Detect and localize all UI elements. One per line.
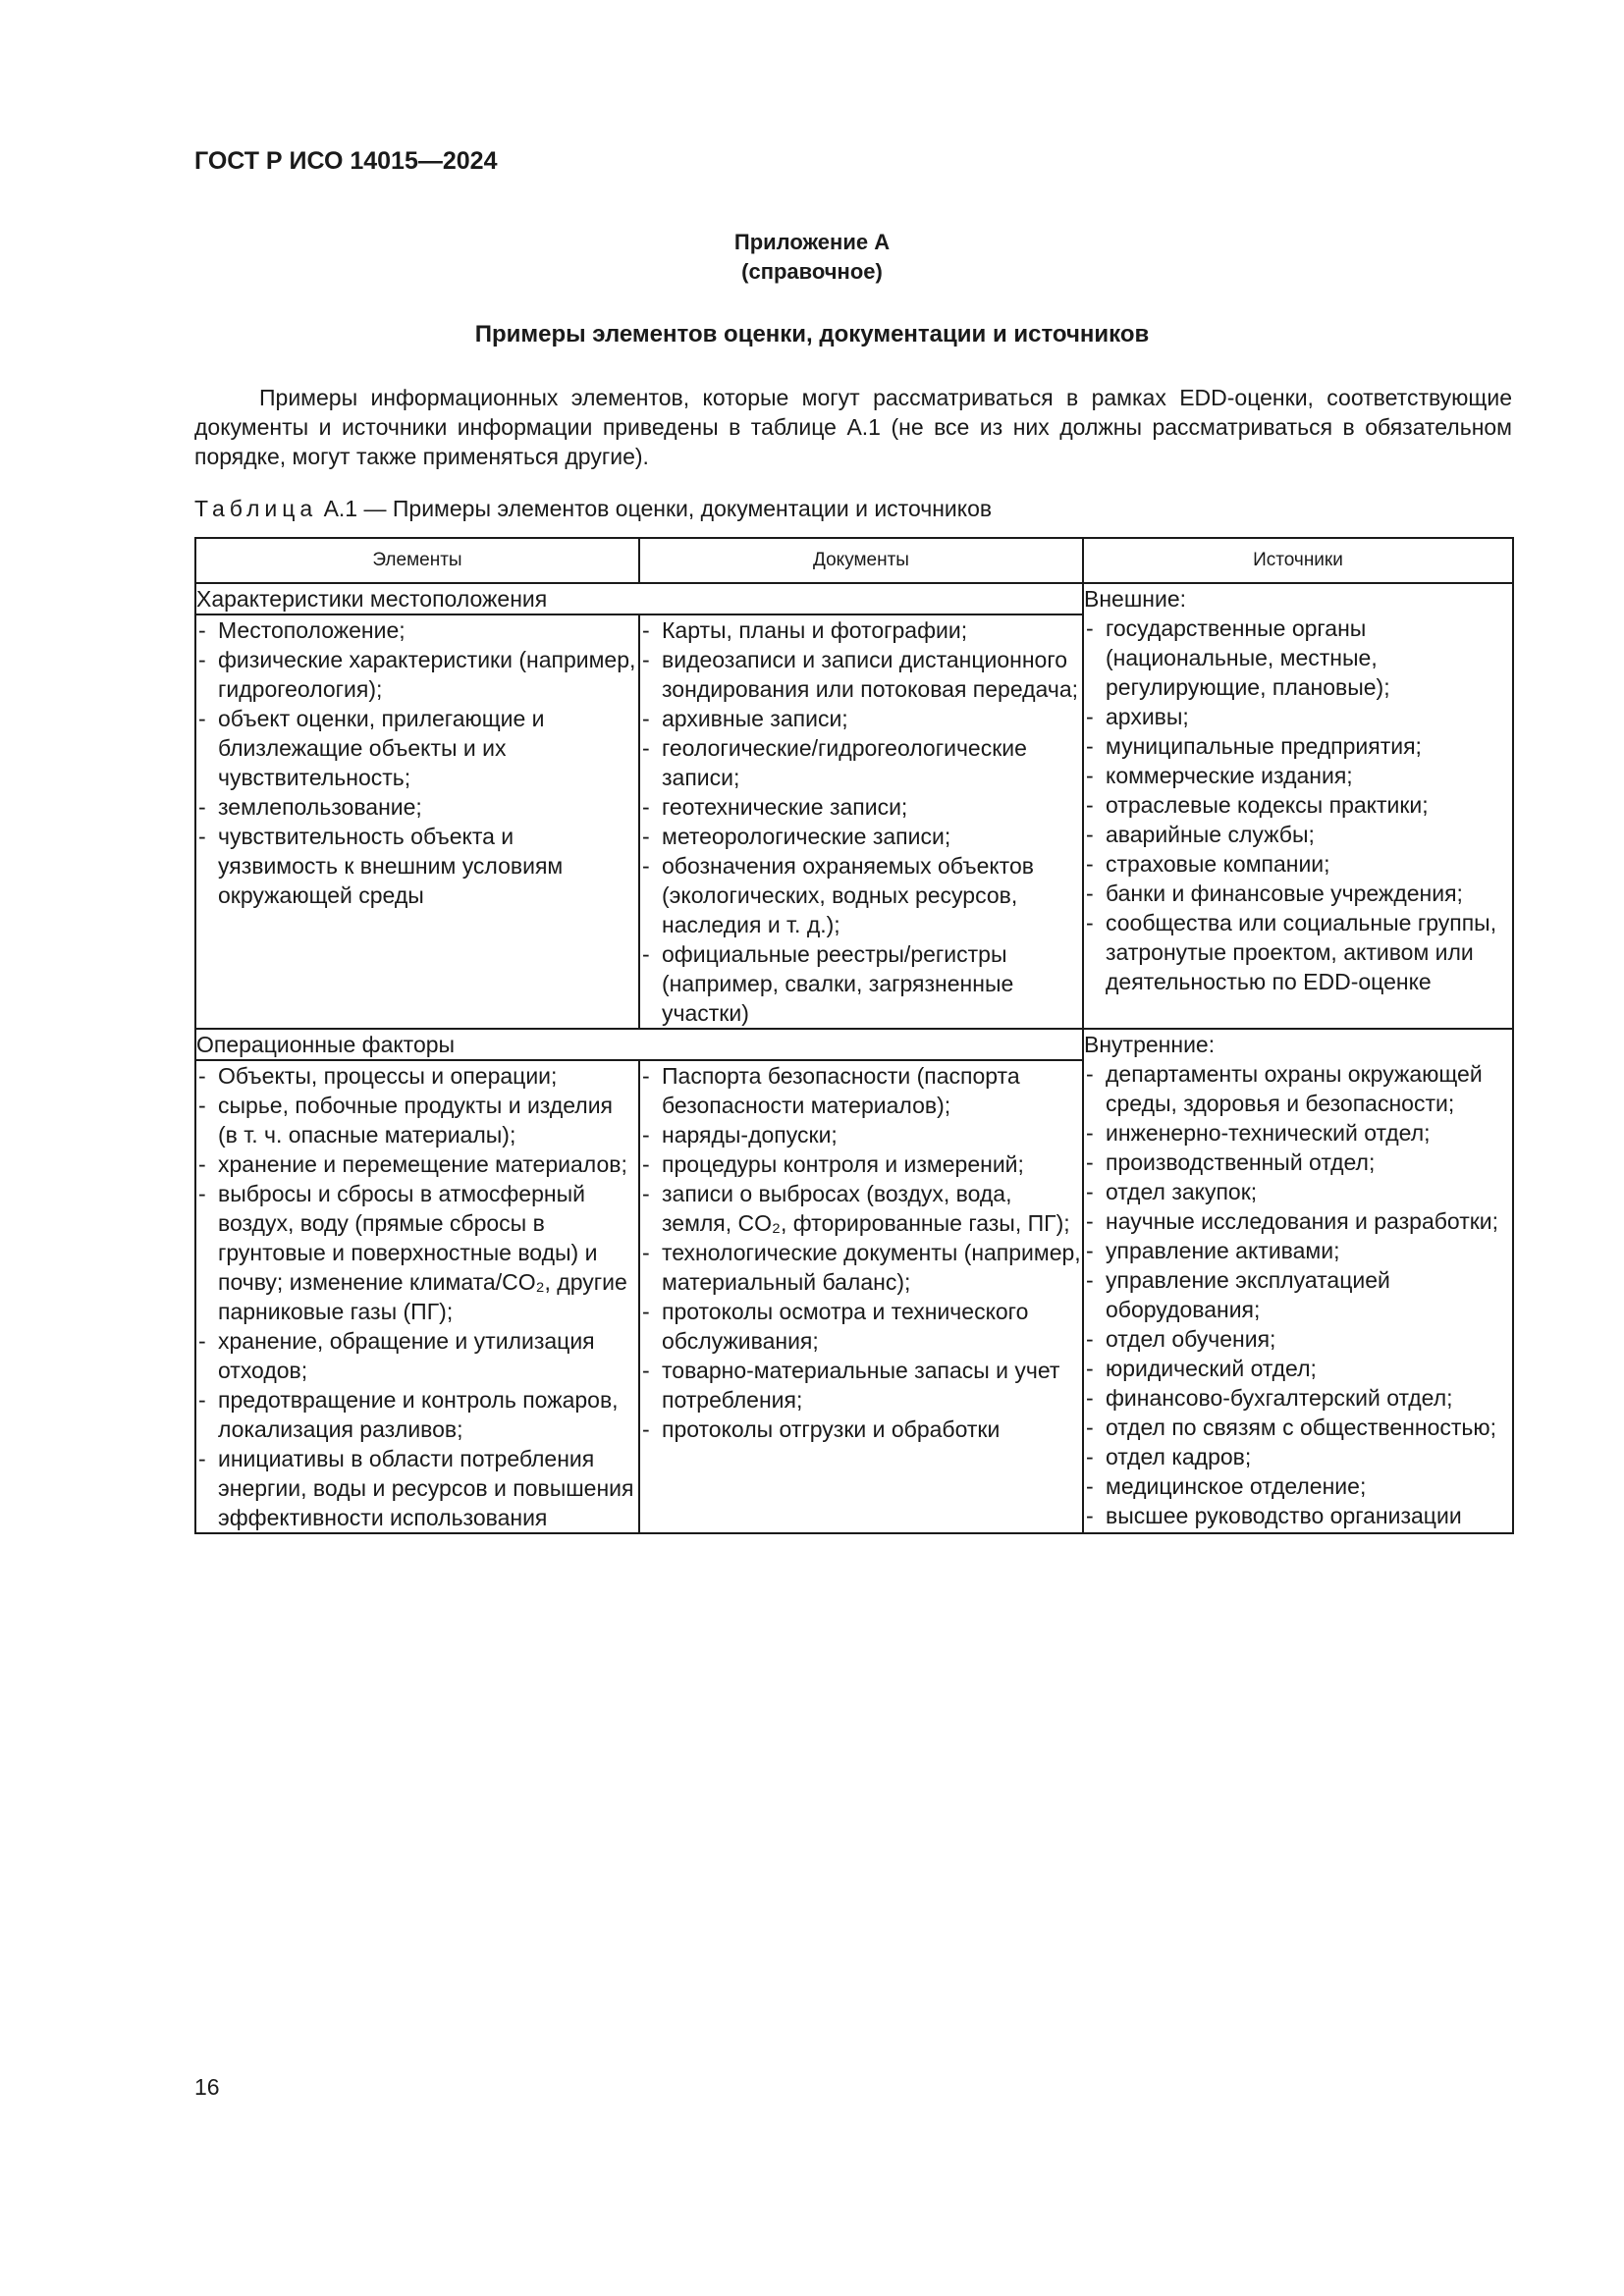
- documents-list: [640, 615, 1082, 1028]
- intro-paragraph: Примеры информационных элементов, которые могут рассматриваться в рамках EDD-оценки, соответствующие документы и источники информации приведены в таблице А.1 (не все из них должны рассматриваться в обязательном порядке, могут также применяться другие).: [194, 385, 1512, 469]
- elements-cell-operational: [195, 1060, 639, 1533]
- list-item: - банки и финансовые учреждения;: [1084, 879, 1512, 908]
- list-item: - Карты, планы и фотографии;: [640, 615, 1082, 645]
- list-item: - инициативы в области потребления энергии, воды и ресурсов и повышения эффективности использования: [196, 1444, 638, 1532]
- sources-list-external: [1084, 614, 1512, 996]
- column-header-elements: Элементы: [195, 538, 639, 583]
- list-item: - отдел обучения;: [1084, 1324, 1512, 1354]
- documents-cell-location: [639, 614, 1083, 1029]
- documents-list: [640, 1061, 1082, 1444]
- column-header-documents: Документы: [639, 538, 1083, 583]
- list-item: - хранение, обращение и утилизация отходов;: [196, 1326, 638, 1385]
- document-header: ГОСТ Р ИСО 14015—2024: [194, 147, 498, 175]
- list-item: - высшее руководство организации: [1084, 1501, 1512, 1530]
- page-number: 16: [194, 2074, 220, 2100]
- list-item: - товарно-материальные запасы и учет потребления;: [640, 1356, 1082, 1415]
- list-item: - архивные записи;: [640, 704, 1082, 733]
- list-item: - хранение и перемещение материалов;: [196, 1149, 638, 1179]
- appendix-subtitle: (справочное): [741, 259, 883, 284]
- section-title: Примеры элементов оценки, документации и источников: [474, 321, 1150, 347]
- list-item: - протоколы отгрузки и обработки: [640, 1415, 1082, 1444]
- list-item: - аварийные службы;: [1084, 820, 1512, 849]
- elements-list: [196, 615, 638, 910]
- list-item: - Объекты, процессы и операции;: [196, 1061, 638, 1091]
- list-item: - отдел кадров;: [1084, 1442, 1512, 1471]
- sources-heading-internal: Внутренние:: [1084, 1032, 1216, 1057]
- list-item: - муниципальные предприятия;: [1084, 731, 1512, 761]
- appendix-title: Приложение А: [733, 230, 891, 254]
- sources-external-cell: [1083, 583, 1513, 1029]
- list-item: - выбросы и сбросы в атмосферный воздух, воду (прямые сбросы в грунтовые и поверхностные воды) и почву; изменение климата/CO₂, другие парниковые газы (ПГ);: [196, 1179, 638, 1326]
- list-item: - процедуры контроля и измерений;: [640, 1149, 1082, 1179]
- list-item: - Паспорта безопасности (паспорта безопасности материалов);: [640, 1061, 1082, 1120]
- list-item: - коммерческие издания;: [1084, 761, 1512, 790]
- table-category-row: [195, 1029, 1513, 1060]
- list-item: - технологические документы (например, материальный баланс);: [640, 1238, 1082, 1297]
- category-location: Характеристики местоположения: [195, 583, 1083, 614]
- sources-heading-external: Внешние:: [1084, 586, 1187, 612]
- list-item: - инженерно-технический отдел;: [1084, 1118, 1512, 1148]
- list-item: - Местоположение;: [196, 615, 638, 645]
- list-item: - геотехнические записи;: [640, 792, 1082, 822]
- list-item: - финансово-бухгалтерский отдел;: [1084, 1383, 1512, 1413]
- list-item: - отдел закупок;: [1084, 1177, 1512, 1206]
- list-item: - медицинское отделение;: [1084, 1471, 1512, 1501]
- list-item: - сообщества или социальные группы, затронутые проектом, активом или деятельностью по EDD-оценке: [1084, 908, 1512, 996]
- elements-cell-location: [195, 614, 639, 1029]
- list-item: - физические характеристики (например, гидрогеология);: [196, 645, 638, 704]
- sources-list-internal: [1084, 1059, 1512, 1530]
- list-item: - сырье, побочные продукты и изделия (в т. ч. опасные материалы);: [196, 1091, 638, 1149]
- list-item: - отдел по связям с общественностью;: [1084, 1413, 1512, 1442]
- list-item: - официальные реестры/регистры (например, свалки, загрязненные участки): [640, 939, 1082, 1028]
- list-item: - геологические/гидрогеологические записи;: [640, 733, 1082, 792]
- sources-internal-cell: [1083, 1029, 1513, 1533]
- list-item: - управление эксплуатацией оборудования;: [1084, 1265, 1512, 1324]
- list-item: - метеорологические записи;: [640, 822, 1082, 851]
- list-item: - наряды-допуски;: [640, 1120, 1082, 1149]
- list-item: - управление активами;: [1084, 1236, 1512, 1265]
- list-item: - объект оценки, прилегающие и близлежащие объекты и их чувствительность;: [196, 704, 638, 792]
- list-item: - протоколы осмотра и технического обслуживания;: [640, 1297, 1082, 1356]
- list-item: - предотвращение и контроль пожаров, локализация разливов;: [196, 1385, 638, 1444]
- table-header-row: [195, 538, 1513, 583]
- table-caption: [194, 496, 992, 522]
- list-item: - землепользование;: [196, 792, 638, 822]
- list-item: - записи о выбросах (воздух, вода, земля, CO₂, фторированные газы, ПГ);: [640, 1179, 1082, 1238]
- list-item: - департаменты охраны окружающей среды, здоровья и безопасности;: [1084, 1059, 1512, 1118]
- list-item: - государственные органы (национальные, местные, регулирующие, плановые);: [1084, 614, 1512, 702]
- list-item: - юридический отдел;: [1084, 1354, 1512, 1383]
- list-item: - производственный отдел;: [1084, 1148, 1512, 1177]
- table-category-row: [195, 583, 1513, 614]
- elements-list: [196, 1061, 638, 1532]
- documents-cell-operational: [639, 1060, 1083, 1533]
- list-item: - чувствительность объекта и уязвимость к внешним условиям окружающей среды: [196, 822, 638, 910]
- list-item: - отраслевые кодексы практики;: [1084, 790, 1512, 820]
- list-item: - архивы;: [1084, 702, 1512, 731]
- category-operational: Операционные факторы: [195, 1029, 1083, 1060]
- list-item: - обозначения охраняемых объектов (экологических, водных ресурсов, наследия и т. д.);: [640, 851, 1082, 939]
- list-item: - видеозаписи и записи дистанционного зондирования или потоковая передача;: [640, 645, 1082, 704]
- table-caption-word: Таблица: [194, 496, 318, 521]
- column-header-sources: Источники: [1083, 538, 1513, 583]
- list-item: - научные исследования и разработки;: [1084, 1206, 1512, 1236]
- table-caption-text: А.1 — Примеры элементов оценки, документации и источников: [317, 496, 993, 521]
- list-item: - страховые компании;: [1084, 849, 1512, 879]
- examples-table: [194, 537, 1514, 1534]
